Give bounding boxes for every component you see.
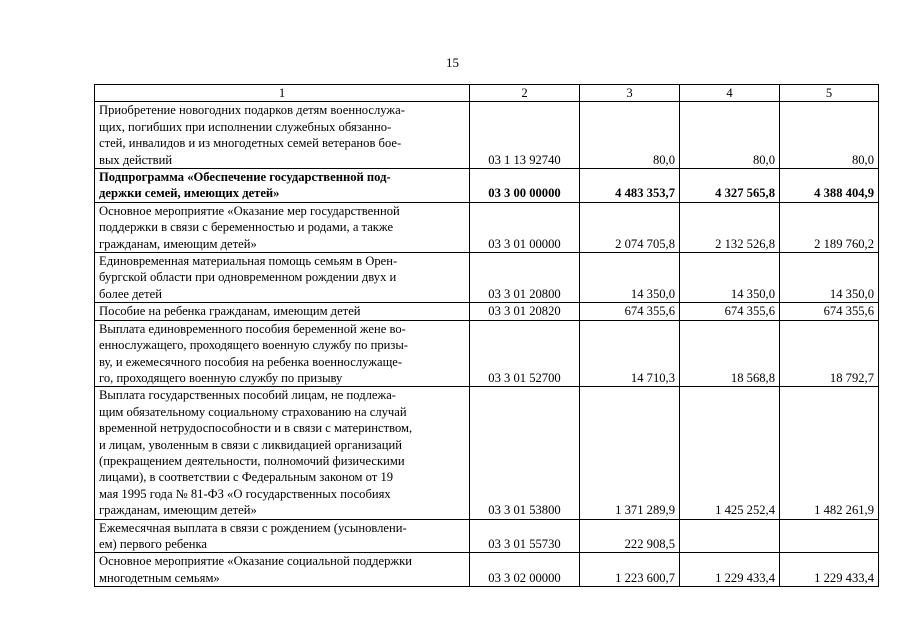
row-name (95, 303, 470, 320)
row-value-col3: 1 371 289,9 (580, 387, 680, 519)
row-name-line: ву, и ежемесячного пособия на ребенка военнослужаще- (99, 354, 403, 369)
row-name (95, 519, 470, 553)
row-name-line: Выплата государственных пособий лицам, не подлежа- (99, 388, 396, 403)
row-value-col5: 674 355,6 (780, 303, 879, 320)
row-value-col3: 4 483 353,7 (580, 169, 680, 203)
row-name-line: ем) первого ребенка (99, 536, 207, 551)
row-name-line: держки семей, имеющих детей» (99, 186, 280, 201)
row-name-line: гражданам, имеющим детей» (99, 503, 257, 518)
row-code: 03 3 01 20820 (470, 303, 580, 320)
row-code: 03 1 13 92740 (470, 102, 580, 169)
row-name (95, 387, 470, 519)
row-name (95, 253, 470, 303)
row-name-line: щим обязательному социальному страхованию на случай (99, 404, 407, 419)
row-name-line: Основное мероприятие «Оказание социальной поддержки (99, 554, 412, 569)
row-name (95, 553, 470, 587)
row-value-col5: 1 229 433,4 (780, 553, 879, 587)
row-name-line: Пособие на ребенка гражданам, имеющим детей (99, 304, 361, 319)
row-name-line: еннослужащего, проходящего военную службу по призы- (99, 338, 409, 353)
row-code: 03 3 01 53800 (470, 387, 580, 519)
row-value-col4: 1 229 433,4 (680, 553, 780, 587)
table-row (95, 320, 879, 387)
row-value-col5: 2 189 760,2 (780, 202, 879, 252)
row-name-line: бургской области при одновременном рождении двух и (99, 270, 397, 285)
row-code: 03 3 01 20800 (470, 253, 580, 303)
table-row (95, 387, 879, 519)
row-value-col4: 18 568,8 (680, 320, 780, 387)
table-row (95, 102, 879, 169)
table-row (95, 519, 879, 553)
row-name-line: го, проходящего военную службу по призыву (99, 370, 343, 385)
row-name (95, 320, 470, 387)
row-value-col5: 14 350,0 (780, 253, 879, 303)
row-name-line: Единовременная материальная помощь семьям в Орен- (99, 254, 398, 269)
row-name-line: (прекращением деятельности, полномочий физическими (99, 453, 405, 468)
row-value-col3: 80,0 (580, 102, 680, 169)
column-header-3: 3 (580, 85, 680, 102)
row-name-line: многодетным семьям» (99, 570, 220, 585)
table-row (95, 303, 879, 320)
row-name-line: Приобретение новогодних подарков детям военнослужа- (99, 103, 405, 118)
table-row (95, 253, 879, 303)
row-value-col5: 1 482 261,9 (780, 387, 879, 519)
row-value-col4: 4 327 565,8 (680, 169, 780, 203)
row-name-line: мая 1995 года № 81-ФЗ «О государственных пособиях (99, 486, 391, 501)
row-name (95, 202, 470, 252)
row-value-col4: 80,0 (680, 102, 780, 169)
row-code: 03 3 01 55730 (470, 519, 580, 553)
row-name-line: Подпрограмма «Обеспечение государственной под- (99, 170, 391, 185)
row-value-col5: 4 388 404,9 (780, 169, 879, 203)
column-header-4: 4 (680, 85, 780, 102)
row-value-col3: 2 074 705,8 (580, 202, 680, 252)
row-name-line: временной нетрудоспособности и в связи с материнством, (99, 421, 413, 436)
row-code: 03 3 01 00000 (470, 202, 580, 252)
row-value-col4: 14 350,0 (680, 253, 780, 303)
row-name-line: и лицам, уволенным в связи с ликвидацией организаций (99, 437, 402, 452)
row-name-line: гражданам, имеющим детей» (99, 236, 257, 251)
row-value-col4: 674 355,6 (680, 303, 780, 320)
row-value-col5 (780, 519, 879, 553)
row-name-line: щих, погибших при исполнении служебных обязанно- (99, 119, 392, 134)
row-value-col4 (680, 519, 780, 553)
table-row (95, 202, 879, 252)
column-header-5: 5 (780, 85, 879, 102)
page-number: 15 (446, 55, 459, 70)
row-name (95, 169, 470, 203)
row-name-line: вых действий (99, 152, 173, 167)
row-name-line: более детей (99, 286, 162, 301)
column-header-1: 1 (95, 85, 470, 102)
row-value-col5: 80,0 (780, 102, 879, 169)
row-name-line: Основное мероприятие «Оказание мер государственной (99, 203, 400, 218)
row-value-col3: 1 223 600,7 (580, 553, 680, 587)
table-row (95, 169, 879, 203)
row-value-col4: 2 132 526,8 (680, 202, 780, 252)
row-value-col3: 674 355,6 (580, 303, 680, 320)
row-code: 03 3 01 52700 (470, 320, 580, 387)
row-name-line: стей, инвалидов и из многодетных семей ветеранов бое- (99, 136, 402, 151)
row-code: 03 3 02 00000 (470, 553, 580, 587)
table-header-row (95, 85, 879, 102)
row-value-col5: 18 792,7 (780, 320, 879, 387)
row-name (95, 102, 470, 169)
budget-table (94, 84, 879, 587)
row-value-col3: 222 908,5 (580, 519, 680, 553)
row-name-line: поддержки в связи с беременностью и родами, а также (99, 220, 394, 235)
row-name-line: Выплата единовременного пособия беременной жене во- (99, 321, 406, 336)
row-code: 03 3 00 00000 (470, 169, 580, 203)
row-value-col3: 14 350,0 (580, 253, 680, 303)
row-value-col3: 14 710,3 (580, 320, 680, 387)
row-name-line: Ежемесячная выплата в связи с рождением (усыновлени- (99, 520, 407, 535)
row-value-col4: 1 425 252,4 (680, 387, 780, 519)
row-name-line: лицами), в соответствии с Федеральным законом от 19 (99, 470, 394, 485)
table-row (95, 553, 879, 587)
column-header-2: 2 (470, 85, 580, 102)
